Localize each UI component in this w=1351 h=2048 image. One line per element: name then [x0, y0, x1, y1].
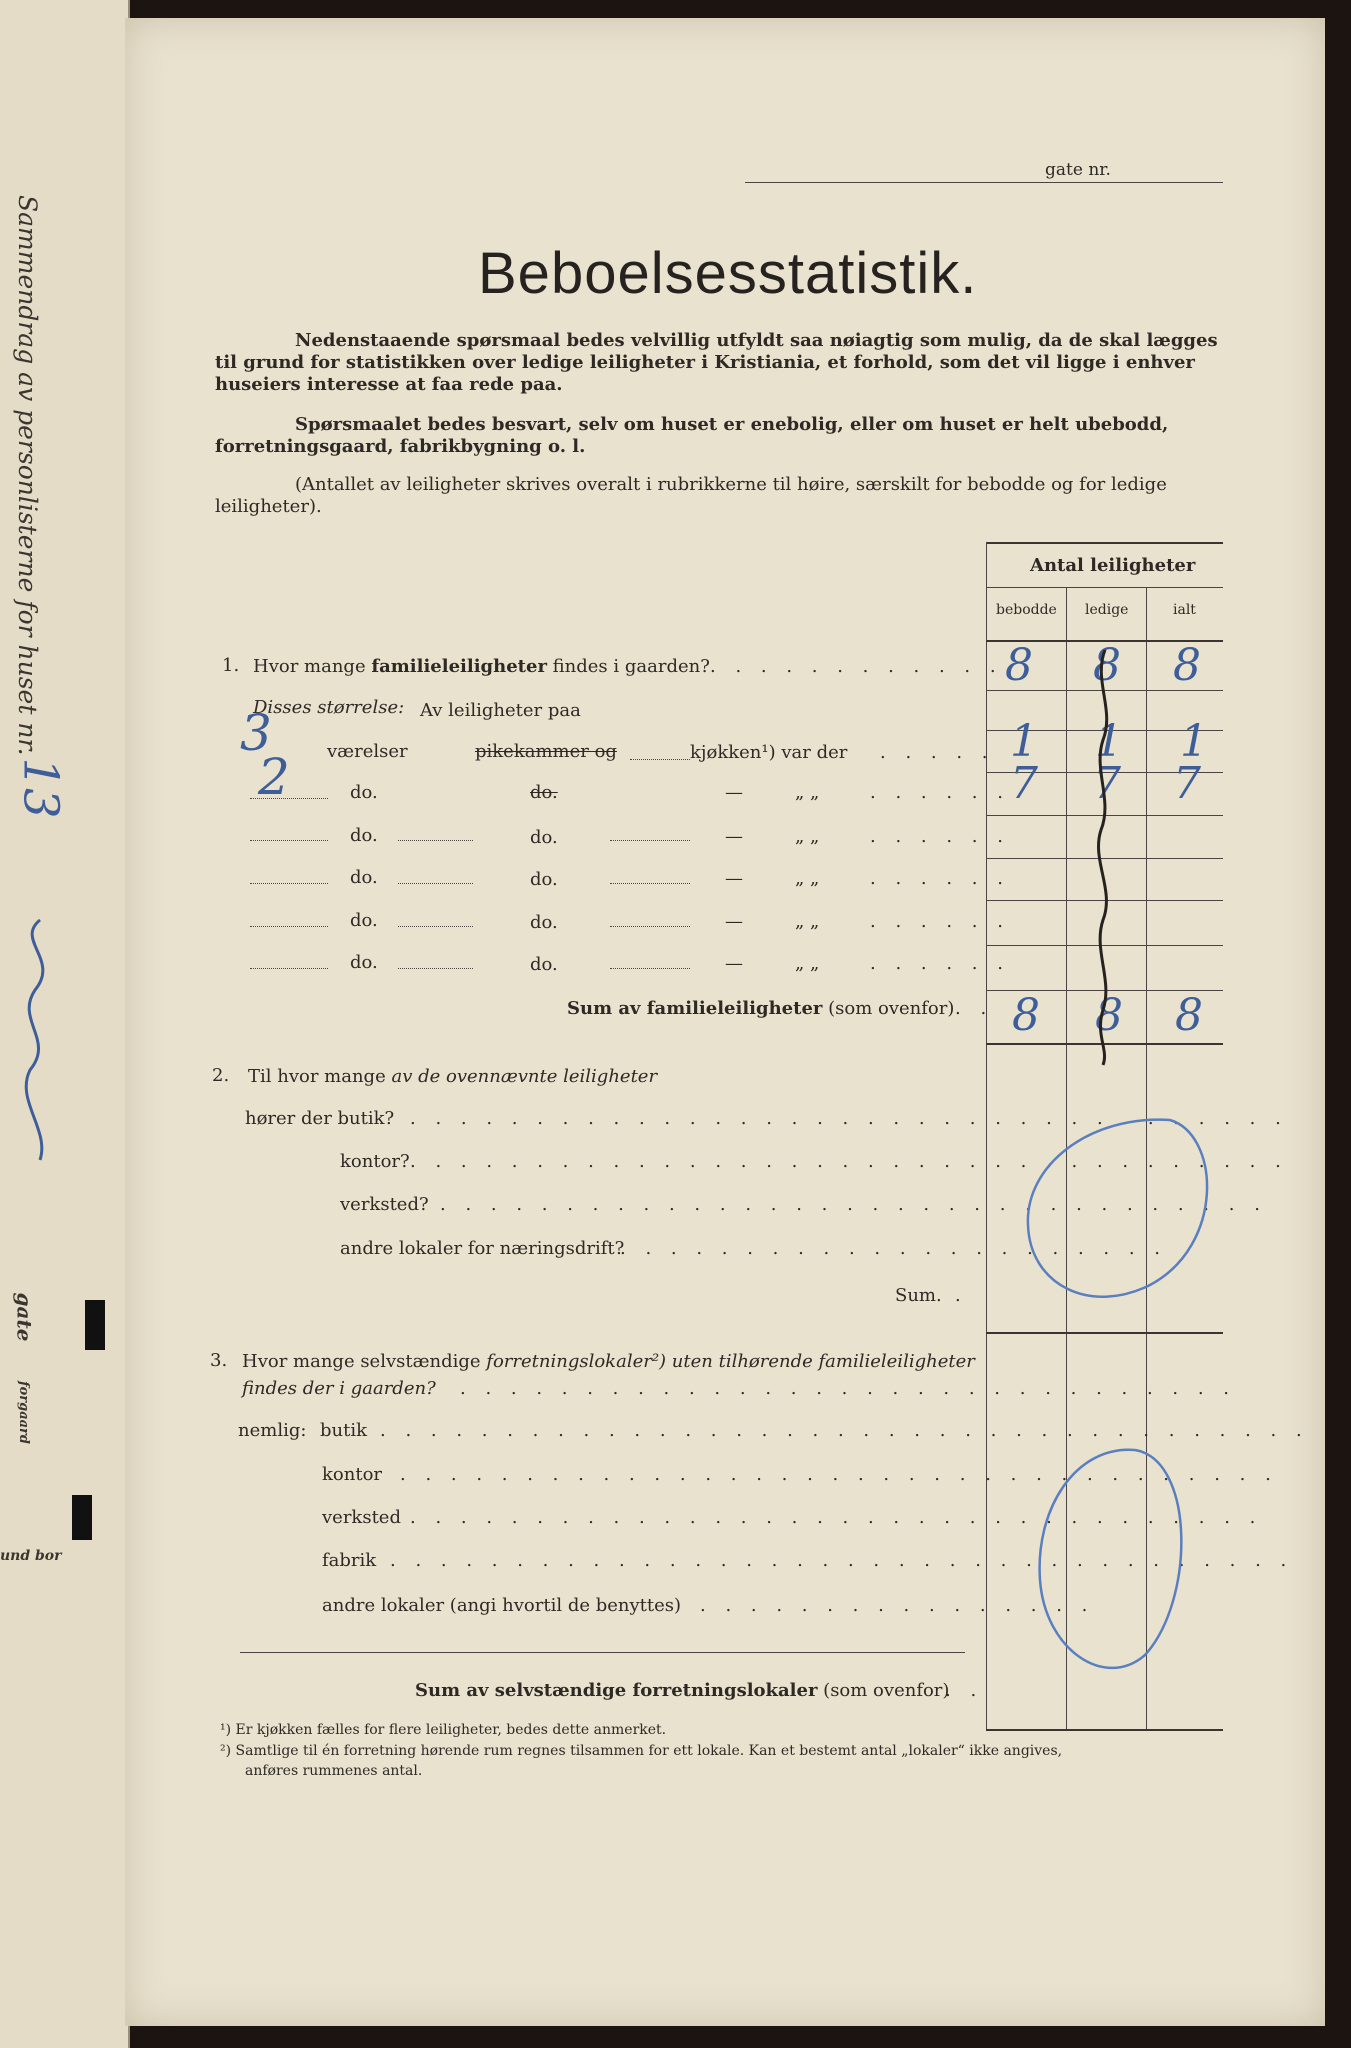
fill-line: [398, 926, 473, 927]
q1-vaerelser: værelser: [327, 741, 408, 762]
q3-sum-label-bold: Sum av selvstændige forretningslokaler: [415, 1680, 818, 1701]
q3-number: 3.: [210, 1350, 228, 1371]
q1-row1-bebodde: 1: [1010, 716, 1038, 767]
leader-dots: . . . . . . . . . . . . . . . . . . . . . . . . . . . . . . .: [460, 1378, 1237, 1399]
leader-dots: . . . . . . . . . . . .: [710, 656, 1003, 677]
q1-do: do.: [350, 910, 378, 931]
fill-line: [250, 926, 328, 927]
q3-divider-line: [240, 1652, 965, 1653]
q1-sum-label-rest: (som ovenfor): [822, 998, 955, 1019]
q2-zero-circle: [1020, 1105, 1220, 1305]
column-ledige: ledige: [1085, 602, 1129, 618]
intro-paragraph-1: Nedenstaaende spørsmaal bedes velvillig utfyldt saa nøiagtig som mulig, da de skal lægges til grund for statistikken over ledige leiligheter i Kristiania, et forhold, som det vil ligge i enhver huseiers interesse at faa rede paa.: [215, 330, 1218, 395]
leader-dots: . . . . . .: [870, 782, 1010, 803]
q1-row2-ialt: 7: [1173, 758, 1201, 809]
fill-line: [398, 968, 473, 969]
leader-dots: . . . . . .: [870, 911, 1010, 932]
fill-line: [398, 840, 473, 841]
binding-notch: [85, 1300, 105, 1350]
column-ialt: ialt: [1173, 602, 1196, 618]
table-section-line: [986, 1332, 1223, 1334]
q1-quote: „ „: [795, 911, 820, 932]
q3-text-b: forretningslokaler²) uten tilhørende familieleiligheter: [486, 1351, 975, 1372]
q1-quote: „ „: [795, 868, 820, 889]
table-header-line: [986, 587, 1223, 588]
gate-line: [745, 182, 1223, 183]
q1-do: do.: [530, 912, 558, 933]
q1-total-bebodde: 8: [1005, 640, 1033, 691]
q1-do: do.: [530, 954, 558, 975]
q1-dash: —: [725, 826, 743, 847]
q1-text-b: familieleiligheter: [371, 656, 547, 677]
side-vertical-text: Sammendrag av personlisterne for huset nr.: [13, 195, 42, 756]
q3-nemlig: nemlig:: [238, 1420, 307, 1441]
fill-line: [250, 840, 328, 841]
q1-quote: „ „: [795, 782, 820, 803]
q1-number: 1.: [222, 655, 240, 676]
page-title: Beboelsesstatistik.: [478, 241, 978, 306]
side-hand-number: 13: [12, 757, 69, 819]
q3-text-a: Hvor mange selvstændige: [242, 1351, 487, 1372]
q2-question: [248, 1066, 657, 1087]
footnote-1: ¹) Er kjøkken fælles for flere leiligheter, bedes dette anmerket.: [220, 1722, 667, 1738]
q1-row2-bebodde: 7: [1010, 758, 1038, 809]
q1-do: do.: [530, 827, 558, 848]
leader-dots: . . . . . . . . . . . . . . . . . . . . . . . . . . . . . . . . . . . . .: [380, 1420, 1309, 1441]
q1-sum-label: [567, 998, 954, 1019]
q2-text-b: av de ovennævnte leiligheter: [391, 1066, 658, 1087]
gate-label: gate nr.: [1045, 160, 1111, 180]
fill-line: [250, 968, 328, 969]
left-page-strip: [0, 0, 130, 2048]
q1-pikekammer: pikekammer og: [475, 741, 617, 762]
q3-zero-circle: [1025, 1440, 1205, 1680]
leader-dots: . . . . . . . . . . . . . . . . . . . . . .: [620, 1238, 1168, 1259]
table-bottom-line: [986, 1729, 1223, 1731]
q2-number: 2.: [212, 1065, 230, 1086]
q1-kjokken: kjøkken¹) var der: [690, 742, 848, 763]
fill-line: [610, 926, 690, 927]
side-und-bor-text: und bor: [0, 1548, 62, 1564]
side-gate-text: gate: [12, 1292, 37, 1342]
q1-dash: —: [725, 953, 743, 974]
q1-sum-ledige: 8: [1095, 990, 1123, 1041]
q1-total-ledige: 8: [1093, 640, 1121, 691]
fill-line: [398, 883, 473, 884]
q1-row2-rooms: 2: [258, 748, 290, 806]
q3-andre: andre lokaler (angi hvortil de benyttes): [322, 1595, 682, 1616]
q1-quote: „ „: [795, 826, 820, 847]
q2-text-a: Til hvor mange: [248, 1066, 392, 1087]
leader-dots: . . . . . . . . . . . . . . . . . . . . . . . . . . . . . . . . . . .: [410, 1151, 1288, 1172]
q1-dash: —: [725, 911, 743, 932]
table-top-line: [986, 542, 1223, 544]
binding-notch: [72, 1495, 92, 1540]
leader-dots: . . . . .: [880, 742, 995, 763]
q1-text-c: findes i gaarden?: [546, 656, 710, 677]
q2-verksted: verksted?: [340, 1194, 429, 1215]
ledige-column-squiggle: [1085, 640, 1125, 1070]
fill-line: [610, 883, 690, 884]
intro-paragraph-2: Spørsmaalet bedes besvart, selv om huset er enebolig, eller om huset er helt ubebodd, forretningsgaard, fabrikbygning o. l.: [215, 414, 1169, 457]
q1-row1-ialt: 1: [1180, 716, 1208, 767]
leader-dots: . . . . . .: [870, 868, 1010, 889]
q2-butik: hører der butik?: [245, 1108, 395, 1129]
footnote-2: ²) Samtlige til én forretning hørende rum regnes tilsammen for ett lokale. Kan et bestemt antal „lokaler“ ikke angives,: [220, 1743, 1063, 1759]
q1-row1-rooms: 3: [240, 704, 272, 762]
q1-row1-ledige: 1: [1095, 716, 1123, 767]
q1-do: do.: [530, 869, 558, 890]
fill-line: [610, 840, 690, 841]
side-handwriting-mark: [10, 900, 70, 1200]
q1-row2-ledige: 7: [1093, 758, 1121, 809]
q1-text-a: Hvor mange: [253, 656, 372, 677]
q1-sizes-text: Av leiligheter paa: [420, 700, 581, 721]
leader-dots: .: [955, 1285, 968, 1306]
intro-paragraph-3: (Antallet av leiligheter skrives overalt i rubrikkerne til høire, særskilt for bebodde og for ledige leiligheter).: [215, 474, 1167, 517]
q2-andre: andre lokaler for næringsdrift?: [340, 1238, 625, 1259]
leader-dots: . . . . . . . . . . . . . . . .: [700, 1595, 1095, 1616]
q1-dash: —: [725, 868, 743, 889]
q3-line2: findes der i gaarden?: [242, 1378, 436, 1399]
leader-dots: . .: [955, 998, 994, 1019]
leader-dots: . . . . . . . . . . . . . . . . . . . . . . . . . . . . . . . . . . .: [400, 1464, 1278, 1485]
q1-sizes-label: Disses størrelse:: [253, 697, 405, 718]
leader-dots: . . . . . .: [870, 826, 1010, 847]
q3-verksted: verksted: [322, 1507, 401, 1528]
leader-dots: . . . . . . . . . . . . . . . . . . . . . . . . . . . . . . . . .: [440, 1194, 1267, 1215]
q1-dash: —: [725, 782, 743, 803]
side-forgaard-text: forgaard: [16, 1381, 31, 1444]
q1-do: do.: [530, 782, 558, 803]
q1-sum-ialt: 8: [1175, 990, 1203, 1041]
q2-sum: Sum.: [895, 1285, 942, 1306]
column-bebodde: bebodde: [996, 602, 1057, 618]
q3-butik: butik: [320, 1420, 368, 1441]
fill-line: [250, 883, 328, 884]
q1-do: do.: [350, 952, 378, 973]
leader-dots: . . . . . . . . . . . . . . . . . . . . . . . . . . . . . . . . . . . .: [390, 1550, 1294, 1571]
fill-line: [610, 968, 690, 969]
q1-do: do.: [350, 867, 378, 888]
leader-dots: . .: [945, 1680, 984, 1701]
footnote-2-cont: anføres rummenes antal.: [245, 1763, 423, 1779]
q3-question: [242, 1351, 975, 1372]
q1-sum-label-bold: Sum av familieleiligheter: [567, 998, 823, 1019]
q2-kontor: kontor?: [340, 1151, 410, 1172]
q3-sum-label-rest: (som ovenfor): [817, 1680, 950, 1701]
fill-line: [630, 759, 690, 760]
q1-sum-bebodde: 8: [1012, 990, 1040, 1041]
leader-dots: . . . . . .: [870, 953, 1010, 974]
table-header-title: Antal leiligheter: [1030, 555, 1196, 576]
leader-dots: . . . . . . . . . . . . . . . . . . . . . . . . . . . . . . . . . . .: [410, 1108, 1288, 1129]
q1-do: do.: [350, 782, 378, 803]
q1-quote: „ „: [795, 953, 820, 974]
q3-sum-label: [415, 1680, 949, 1701]
leader-dots: . . . . . . . . . . . . . . . . . . . . . . . . . . . . . . . . . .: [410, 1507, 1263, 1528]
q1-question: [253, 656, 710, 677]
q3-kontor: kontor: [322, 1464, 383, 1485]
q3-fabrik: fabrik: [322, 1550, 377, 1571]
q1-do: do.: [350, 825, 378, 846]
q1-total-ialt: 8: [1173, 640, 1201, 691]
